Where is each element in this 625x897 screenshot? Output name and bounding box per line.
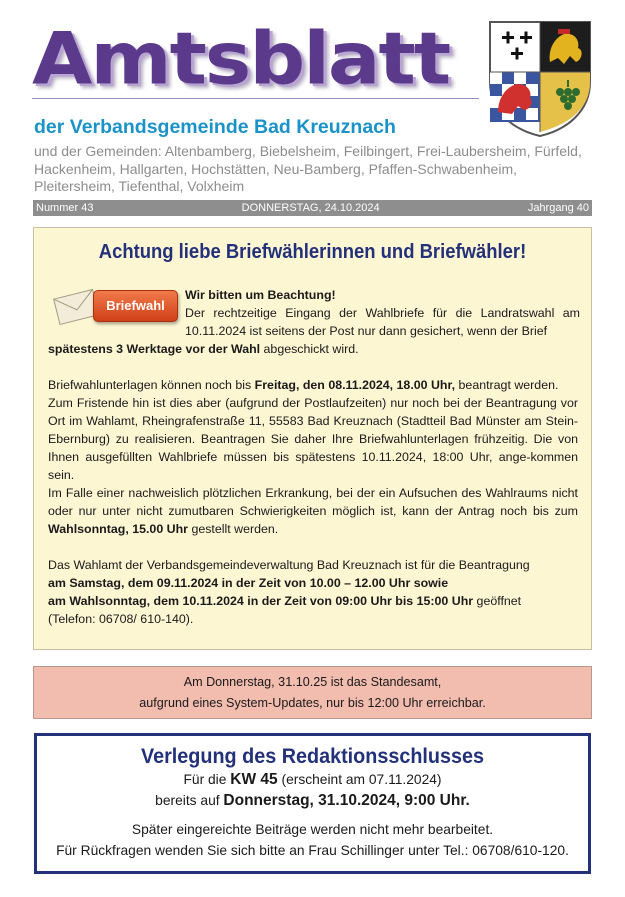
dl2-bold: Donnerstag, 31.10.2024, 9:00 Uhr. bbox=[223, 792, 470, 809]
dl2-text: bereits auf bbox=[155, 793, 224, 808]
dl1-text: Für die bbox=[183, 772, 231, 787]
notice-intro bbox=[185, 286, 580, 340]
notice-intro-lead: Wir bitten um Beachtung! bbox=[185, 288, 336, 302]
notice-paragraph-4 bbox=[48, 556, 578, 628]
issue-info-bar bbox=[33, 200, 592, 216]
p1-bold: Freitag, den 08.11.2024, 18.00 Uhr, bbox=[254, 378, 456, 392]
briefwahl-button[interactable]: Briefwahl bbox=[93, 290, 178, 322]
p4-phone: (Telefon: 06708/ 610-140). bbox=[48, 612, 194, 626]
subtitle: der Verbandsgemeinde Bad Kreuznach bbox=[34, 116, 396, 138]
deadline-line-3: Später eingereichte Beiträge werden nicht mehr bearbeitet. bbox=[131, 822, 494, 837]
dl1-tail: (erscheint am 07.11.2024) bbox=[277, 772, 442, 787]
notice-intro-tail: abgeschickt wird. bbox=[260, 342, 359, 356]
masthead-title: Amtsblatt bbox=[32, 18, 450, 101]
deadline-line-2 bbox=[37, 790, 588, 811]
deadline-line-1 bbox=[37, 769, 588, 790]
notice-intro-cont bbox=[48, 340, 578, 358]
notice-intro-text: Der rechtzeitige Eingang der Wahlbriefe für die Landratswahl am 10.11.2024 ist seitens der Post nur dann gesichert, wenn der Brief bbox=[185, 306, 580, 338]
coat-of-arms-icon bbox=[488, 20, 592, 138]
notice-paragraph-2: Zum Fristende hin ist dies aber (aufgrund der Postlaufzeiten) nur noch bei der Beantragung vor Ort im Wahlamt, Rheingrafenstraße 11, 55583 Bad Kreuznach (Stadtteil Bad Münster am Stein-Ebernburg) zu realisieren. Beantragen Sie daher Ihre Briefwahlunterlagen frühzeitig. Die von Ihnen ausgefüllten Wahlbriefe müssen bis spätestens 10.11.2024, 18:00 Uhr, ange-kommen sein. bbox=[48, 396, 578, 482]
notice-title: Achtung liebe Briefwählerinnen und Briefwähler! bbox=[98, 240, 527, 263]
p4-text: Das Wahlamt der Verbandsgemeindeverwaltung Bad Kreuznach ist für die Beantragung bbox=[48, 558, 530, 572]
communities-list: und der Gemeinden: Altenbamberg, Biebelsheim, Feilbingert, Frei-Laubersheim, Fürfeld, Hackenheim, Hallgarten, Hochstätten, Neu-Bamberg, Pfaffen-Schwabenheim, Pleitersheim, Tiefenthal, Volxheim bbox=[34, 143, 582, 194]
deadline-line-4: Für Rückfragen wenden Sie sich bitte an Frau Schillinger unter Tel.: 06708/610-120. bbox=[56, 843, 569, 858]
p1-text: Briefwahlunterlagen können noch bis bbox=[48, 378, 255, 392]
registry-office-note bbox=[33, 666, 592, 719]
p4-bold-1: am Samstag, dem 09.11.2024 in der Zeit von 10.00 – 12.00 Uhr sowie bbox=[48, 576, 449, 590]
p1-tail: beantragt werden. bbox=[455, 378, 559, 392]
registry-note-line-2: aufgrund eines System-Updates, nur bis 12:00 Uhr erreichbar. bbox=[139, 696, 486, 710]
editorial-deadline-box bbox=[34, 733, 591, 874]
masthead-rule bbox=[32, 98, 479, 99]
dl1-bold: KW 45 bbox=[230, 771, 278, 788]
deadline-title: Verlegung des Redaktionsschlusses bbox=[141, 744, 484, 768]
issue-volume: Jahrgang 40 bbox=[527, 202, 589, 214]
registry-note-line-1: Am Donnerstag, 31.10.25 ist das Standesamt, bbox=[183, 675, 442, 689]
p3-tail: gestellt werden. bbox=[188, 522, 279, 536]
postal-vote-notice bbox=[33, 227, 592, 650]
p3-text: Im Falle einer nachweislich plötzlichen Erkrankung, bei der ein Aufsuchen des Wahlraums nicht oder nur unter nicht zumutbaren Schwierigkeiten möglich ist, kann der Antrag noch bis zum bbox=[48, 486, 578, 518]
p4-bold-2: am Wahlsonntag, dem 10.11.2024 in der Zeit von 09:00 Uhr bis 15:00 Uhr bbox=[48, 594, 474, 608]
p4-tail: geöffnet bbox=[473, 594, 522, 608]
issue-number: Nummer 43 bbox=[36, 202, 94, 214]
notice-paragraph-1 bbox=[48, 376, 578, 394]
issue-date: DONNERSTAG, 24.10.2024 bbox=[241, 202, 380, 214]
notice-paragraph-3 bbox=[48, 484, 578, 538]
p3-bold: Wahlsonntag, 15.00 Uhr bbox=[48, 522, 188, 536]
notice-intro-bold: spätestens 3 Werktage vor der Wahl bbox=[48, 342, 261, 356]
